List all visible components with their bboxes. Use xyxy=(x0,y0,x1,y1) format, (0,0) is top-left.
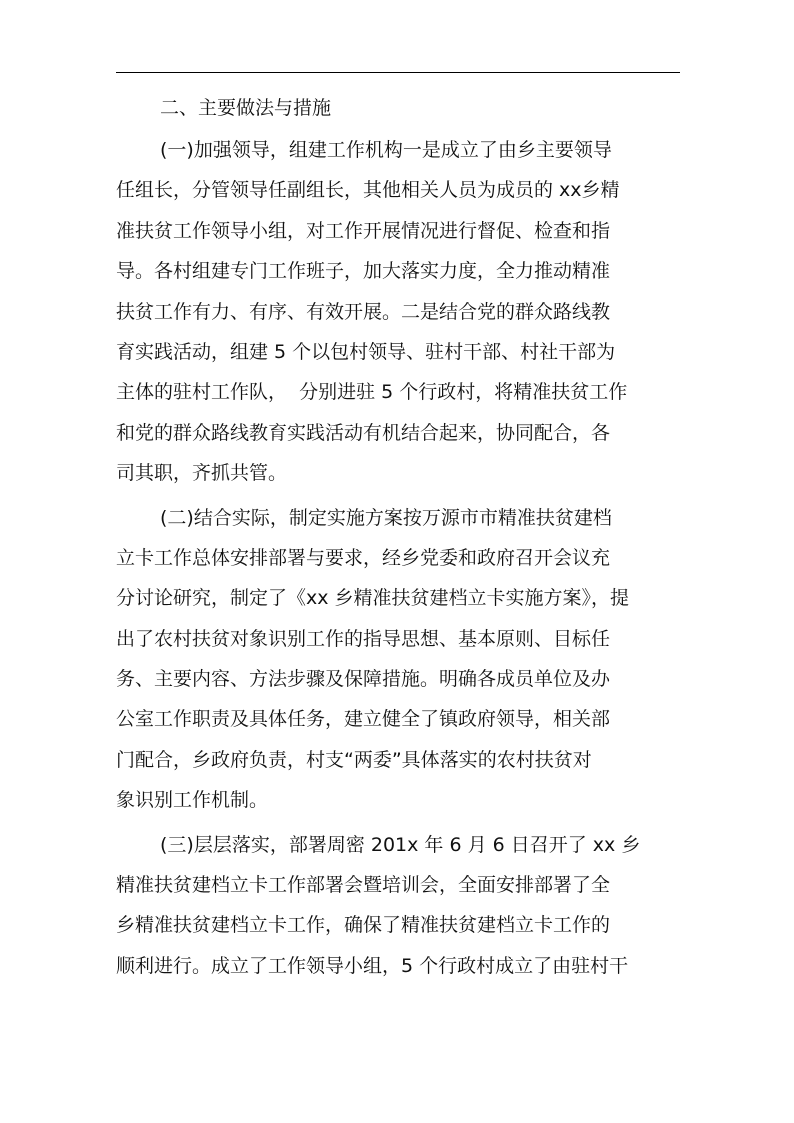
text-line: 和党的群众路线教育实践活动有机结合起来，协同配合，各 xyxy=(116,421,611,444)
text-line: 务、主要内容、方法步骤及保障措施。明确各成员单位及办 xyxy=(116,668,611,691)
text-line: 门配合，乡政府负责，村支“两委”具体落实的农村扶贫对 xyxy=(116,748,592,771)
text-line: 出了农村扶贫对象识别工作的指导思想、基本原则、目标任 xyxy=(116,627,611,650)
text-line: 顺利进行。成立了工作领导小组，5 个行政村成立了由驻村干 xyxy=(116,954,629,977)
header-rule xyxy=(116,72,680,73)
text-line: 司其职，齐抓共管。 xyxy=(116,462,288,485)
body-paragraph xyxy=(116,130,680,494)
section-heading: 二、主要做法与措施 xyxy=(160,97,332,119)
text-line: 公室工作职责及具体任务，建立健全了镇政府领导，相关部 xyxy=(116,708,611,731)
text-line: (一)加强领导，组建工作机构一是成立了由乡主要领导 xyxy=(160,139,612,161)
text-line: 象识别工作机制。 xyxy=(116,789,269,812)
text-line: (三)层层落实，部署周密 201x 年 6 月 6 日召开了 xx 乡 xyxy=(160,833,641,856)
body-paragraph xyxy=(116,498,680,821)
text-line: 乡精准扶贫建档立卡工作，确保了精准扶贫建档立卡工作的 xyxy=(116,914,611,937)
text-line: 立卡工作总体安排部署与要求，经乡党委和政府召开会议充 xyxy=(116,546,611,569)
text-line: 准扶贫工作领导小组，对工作开展情况进行督促、检查和指 xyxy=(116,219,611,242)
text-line: 精准扶贫建档立卡工作部署会暨培训会，全面安排部署了全 xyxy=(116,874,611,897)
text-line: 分讨论研究，制定了《xx 乡精准扶贫建档立卡实施方案》，提 xyxy=(116,587,630,610)
text-line: 任组长，分管领导任副组长，其他相关人员为成员的 xx乡精 xyxy=(116,179,620,202)
text-line: 扶贫工作有力、有序、有效开展。二是结合党的群众路线教 xyxy=(116,300,611,323)
text-line: 主体的驻村工作队， 分别进驻 5 个行政村，将精准扶贫工作 xyxy=(116,381,628,404)
document-body xyxy=(116,86,680,990)
body-paragraph xyxy=(116,825,680,987)
text-line: (二)结合实际，制定实施方案按万源市市精准扶贫建档 xyxy=(160,506,612,529)
text-line: 育实践活动，组建 5 个以包村领导、驻村干部、村社干部为 xyxy=(116,340,616,363)
text-line: 导。各村组建专门工作班子，加大落实力度，全力推动精准 xyxy=(116,260,611,283)
